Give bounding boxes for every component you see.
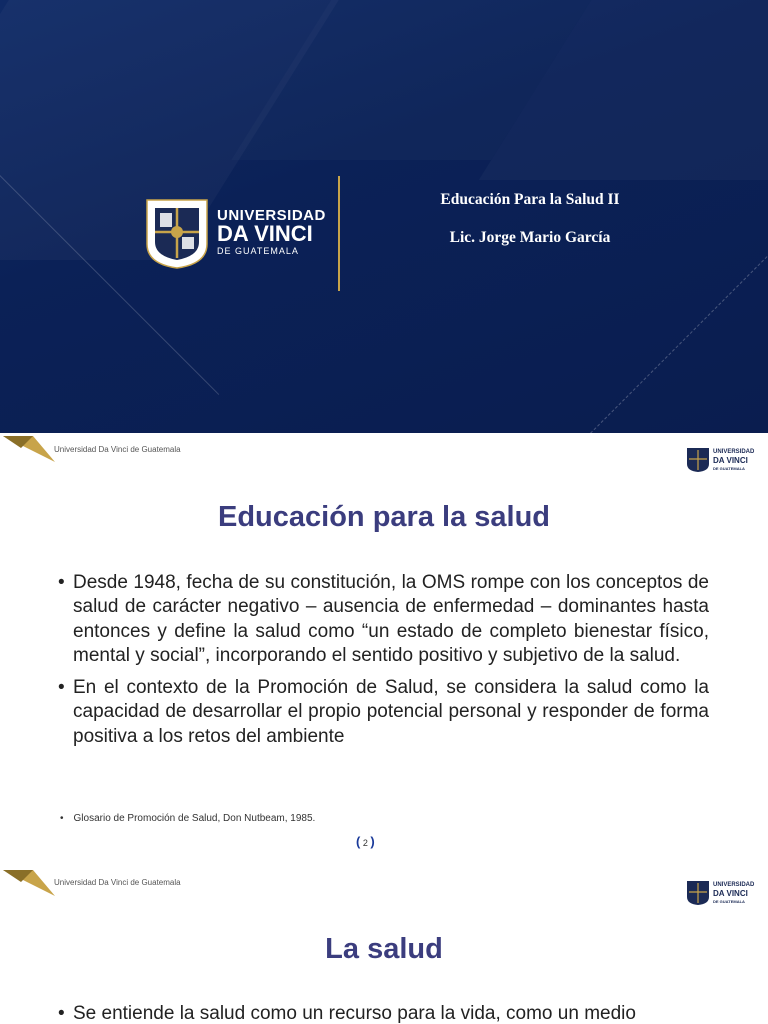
small-wordmark-line2: DA VINCI [713, 456, 748, 465]
course-title: Educación Para la Salud II [440, 191, 620, 208]
bullet-list [58, 1002, 709, 1024]
header-text: Universidad Da Vinci de Guatemala [54, 445, 181, 454]
title-slide [0, 0, 768, 433]
bracket-right-icon: ) [370, 834, 375, 849]
bracket-left-icon: ( [356, 834, 361, 849]
university-wordmark [217, 208, 326, 257]
university-logo-small [686, 447, 710, 473]
small-wordmark-line3: DE GUATEMALA [713, 899, 745, 904]
bullet-text: Desde 1948, fecha de su constitución, la OMS rompe con los conceptos de salud de carácter negativo – ausencia de enfermedad – dominantes hasta entonces y define la salud como “un estado de completo bienestar físico, mental y social”, incorporando el sentido positivo y subjetivo de la salud. [73, 572, 709, 666]
divider [338, 176, 340, 291]
header-triangle-icon [3, 436, 55, 462]
small-wordmark-line1: UNIVERSIDAD [713, 449, 755, 455]
bullet-item [58, 676, 709, 749]
bullet-item [58, 571, 709, 668]
bullet-icon: • [58, 572, 65, 593]
decorative-line [590, 256, 768, 433]
university-line3: DE GUATEMALA [217, 246, 299, 256]
bullet-text: Se entiende la salud como un recurso para la vida, como un medio [73, 1003, 636, 1024]
small-wordmark [713, 449, 754, 472]
reference-text: Glosario de Promoción de Salud, Don Nutbeam, 1985. [73, 813, 316, 824]
instructor-name: Lic. Jorge Mario García [449, 229, 611, 246]
header-text: Universidad Da Vinci de Guatemala [54, 878, 181, 887]
reference [60, 813, 315, 824]
bullet-text: En el contexto de la Promoción de Salud, se considera la salud como la capacidad de desarrollar el propio potencial personal y responder de forma positiva a los retos del ambiente [73, 677, 709, 747]
small-wordmark-line3: DE GUATEMALA [713, 466, 745, 471]
content-slide [0, 865, 768, 1024]
slide-title: La salud [325, 933, 443, 965]
content-slide [0, 433, 768, 865]
bullet-icon: • [60, 813, 64, 824]
bullet-list [58, 571, 709, 757]
small-wordmark-line2: DA VINCI [713, 889, 748, 898]
bullet-icon: • [58, 1003, 65, 1024]
university-crest-logo [145, 198, 209, 270]
university-line1: UNIVERSIDAD [217, 207, 326, 224]
university-logo-small [686, 880, 710, 906]
page-number-value: 2 [362, 838, 368, 848]
bullet-item [58, 1002, 709, 1024]
small-wordmark-line1: UNIVERSIDAD [713, 882, 755, 888]
slide-title: Educación para la salud [218, 501, 550, 533]
page-number [356, 834, 375, 849]
university-line2: DA VINCI [217, 221, 313, 246]
bullet-icon: • [58, 677, 65, 699]
small-wordmark [713, 882, 754, 905]
header-triangle-icon [3, 870, 55, 896]
